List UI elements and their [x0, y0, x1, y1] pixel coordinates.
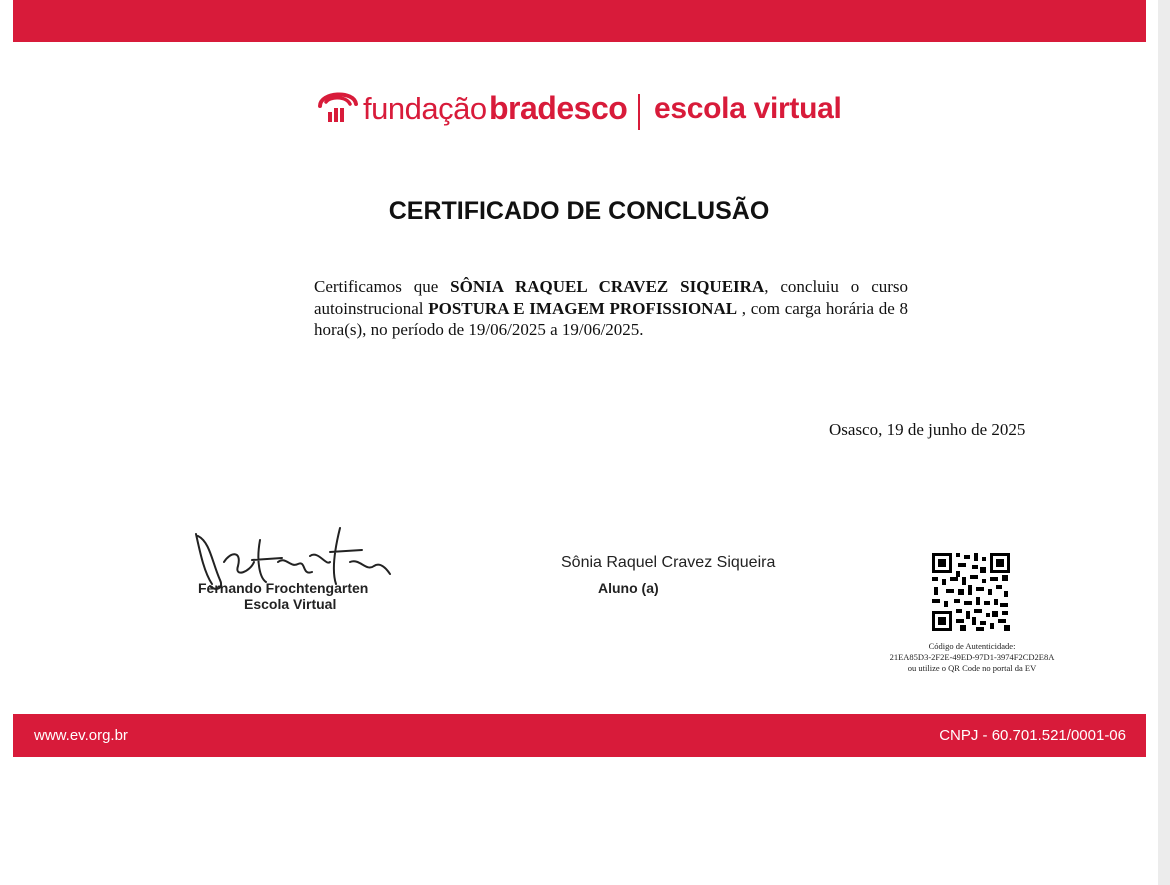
- footer-band: [13, 714, 1146, 757]
- authentication-block: [862, 641, 1082, 674]
- footer-site-link[interactable]: www.ev.org.br: [34, 727, 128, 744]
- student-role: Aluno (a): [598, 580, 659, 596]
- certificate-title: CERTIFICADO DE CONCLUSÃO: [388, 197, 770, 225]
- student-signature-name: Sônia Raquel Cravez Siqueira: [561, 554, 776, 571]
- logo-word-bradesco: bradesco: [489, 90, 628, 126]
- director-name: Fernando Frochtengarten: [198, 580, 369, 596]
- course-name-bold: POSTURA E IMAGEM PROFISSIONAL: [428, 298, 738, 318]
- logo-word-escola-virtual: escola virtual: [654, 92, 842, 125]
- place-and-date: Osasco, 19 de junho de 2025: [829, 420, 1026, 439]
- mid-text: , concluiu o curso autoinstrucional: [314, 277, 909, 318]
- qr-code-icon: [932, 553, 1010, 631]
- tail-text: , com carga horária de 8 hora(s), no período de 19/06/2025 a 19/06/2025.: [314, 298, 909, 339]
- auth-hint: ou utilize o QR Code no portal da EV: [907, 663, 1037, 673]
- logo-word-fundacao: fundação: [363, 91, 487, 126]
- auth-code: 21EA85D3-2F2E-49ED-97D1-3974F2CD2E8A: [889, 652, 1055, 662]
- bradesco-tree-icon: [316, 84, 360, 128]
- auth-label: Código de Autenticidade:: [928, 641, 1016, 651]
- top-red-band: [13, 0, 1146, 42]
- intro-text: Certificamos que: [314, 277, 439, 296]
- certificate-body: [314, 276, 908, 341]
- logo-separator: [638, 94, 640, 130]
- fundacao-bradesco-logo: [316, 84, 856, 134]
- footer-cnpj: CNPJ - 60.701.521/0001-06: [939, 727, 1126, 744]
- student-name-bold: SÔNIA RAQUEL CRAVEZ SIQUEIRA: [450, 277, 765, 296]
- director-unit: Escola Virtual: [244, 596, 337, 612]
